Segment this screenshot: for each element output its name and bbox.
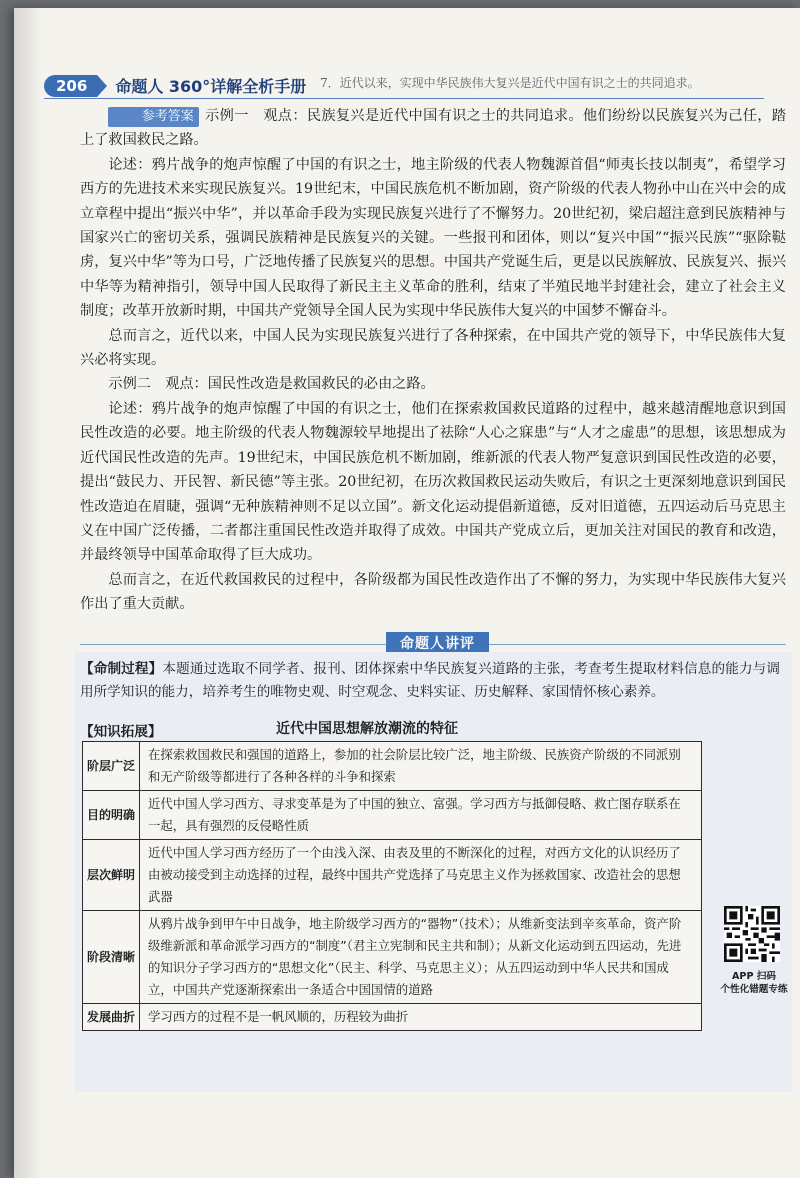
- section-title: 命题人讲评: [386, 632, 489, 654]
- book-title: 命题人 360°详解全析手册: [115, 77, 307, 96]
- example-one-heading: [80, 104, 786, 153]
- example-one-summary: 总而言之，近代以来，中国人民为实现民族复兴进行了各种探索，在中国共产党的领导下，中华民族伟大复兴必将实现。: [80, 327, 786, 369]
- table-row: [83, 742, 702, 791]
- process-text: 本题通过选取不同学者、报刊、团体探索中华民族复兴道路的主张，考查考生提取材料信息的能力与调用所学知识的能力，培养考生的唯物史观、时空观念、史料实证、历史解释、家国情怀核心素养。: [80, 661, 781, 700]
- intro-line: 7．近代以来，实现中华民族伟大复兴是近代中国有识之士的共同追求。: [320, 76, 700, 90]
- row-text: 近代中国人学习西方、寻求变革是为了中国的独立、富强。学习西方与抵御侵略、救亡图存联系在一起，具有强烈的反侵略性质: [140, 791, 702, 840]
- row-head: 层次鲜明: [83, 840, 140, 911]
- table-title: 近代中国思想解放潮流的特征: [276, 721, 458, 737]
- example-one-viewpoint: 示例一 观点：民族复兴是近代中国有识之士的共同追求。他们纷纷以民族复兴为己任，踏上了救国救民之路。: [80, 108, 786, 149]
- qr-label-scan: APP 扫码: [731, 971, 776, 982]
- process-paragraph: [80, 658, 780, 704]
- page-header: [44, 74, 306, 97]
- row-text: 近代中国人学习西方经历了一个由浅入深、由表及里的不断深化的过程，对西方文化的认识经历了由被动接受到主动选择的过程，最终中国共产党选择了马克思主义作为拯救国家、改造社会的思想武器: [140, 840, 702, 911]
- table-row: [83, 911, 702, 1004]
- row-text: 从鸦片战争到甲午中日战争，地主阶级学习西方的“器物”（技术）；从维新变法到辛亥革命，资产阶级维新派和革命派学习西方的“制度”（君主立宪制和民主共和制）；从新文化运动到五四运动，先进的知识分子学习西方的“思想文化”（民主、科学、马克思主义）；从五四运动到中华人民共和国成立，中国共产党逐渐探索出一条适合中国国情的道路: [140, 911, 702, 1004]
- extension-tag: 【知识拓展】: [80, 724, 162, 740]
- header-rule: [44, 98, 764, 99]
- row-head: 目的明确: [83, 791, 140, 840]
- example-two-summary: 总而言之，在近代救国救民的过程中，各阶级都为国民性改造作出了不懈的努力，为实现中华民族伟大复兴作出了重大贡献。: [80, 571, 786, 613]
- row-head: 阶段清晰: [83, 911, 140, 1004]
- row-head: 发展曲折: [83, 1004, 140, 1031]
- qr-caption: [714, 970, 794, 996]
- row-text: 在探索救国救民和强国的道路上，参加的社会阶层比较广泛，地主阶级、民族资产阶级的不同派别和无产阶级等都进行了各种各样的斗争和探索: [140, 742, 702, 791]
- table-row: [83, 791, 702, 840]
- answer-badge: 参考答案: [108, 107, 198, 127]
- table-row: [83, 840, 702, 911]
- page: [14, 8, 800, 1178]
- row-head: 阶层广泛: [83, 742, 140, 791]
- example-one-argument: 论述：鸦片战争的炮声惊醒了中国的有识之士，地主阶级的代表人物魏源首倡“师夷长技以制夷”，希望学习西方的先进技术来实现民族复兴。19世纪末，中国民族危机不断加剧，资产阶级的代表人物孙中山在兴中会的成立章程中提出“振兴中华”，并以革命手段为实现民族复兴进行了不懈努力。20世纪初，梁启超注意到民族精神与国家兴亡的密切关系，强调民族精神是民族复兴的关键。一些报刊和团体，则以“复兴中国”“振兴民族”“驱除鞑虏，复兴中华”等为口号，广泛地传播了民族复兴的思想。中国共产党诞生后，更是以民族解放、民族复兴、振兴中华等为精神指引，领导中国人民取得了新民主主义革命的胜利，结束了半殖民地半封建社会，建立了社会主义制度；改革开放新时期，中国共产党领导全国人民为实现中华民族伟大复兴的中国梦不懈奋斗。: [80, 156, 786, 320]
- table-row: [83, 1004, 702, 1031]
- features-table: [82, 741, 702, 1031]
- qr-code-icon[interactable]: [724, 906, 780, 962]
- example-two-argument: 论述：鸦片战争的炮声惊醒了中国的有识之士，他们在探索救国救民道路的过程中，越来越清醒地意识到国民性改造的必要。地主阶级的代表人物魏源较早地提出了祛除“人心之寐患”与“人才之虚患”的思想，该思想成为近代国民性改造的先声。19世纪末，中国民族危机不断加剧，维新派的代表人物严复意识到国民性改造的必要，提出“鼓民力、开民智、新民德”等主张。20世纪初，在历次救国救民运动失败后，有识之士更深刻地意识到国民性改造迫在眉睫，强调“无种族精神则不足以立国”。新文化运动提倡新道德，反对旧道德，五四运动后马克思主义在中国广泛传播，二者都注重国民性改造并取得了成效。中国共产党成立后，更加关注对国民的教育和改造，并最终领导中国革命取得了巨大成功。: [80, 400, 786, 564]
- page-number-arrow: [97, 75, 107, 97]
- example-two-heading: 示例二 观点：国民性改造是救国救民的必由之路。: [108, 376, 435, 393]
- page-number: 206: [44, 75, 97, 97]
- qr-label-practice: 个性化错题专练: [720, 984, 788, 995]
- row-text: 学习西方的过程不是一帆风顺的，历程较为曲折: [140, 1004, 702, 1031]
- process-tag: 【命制过程】: [80, 661, 163, 677]
